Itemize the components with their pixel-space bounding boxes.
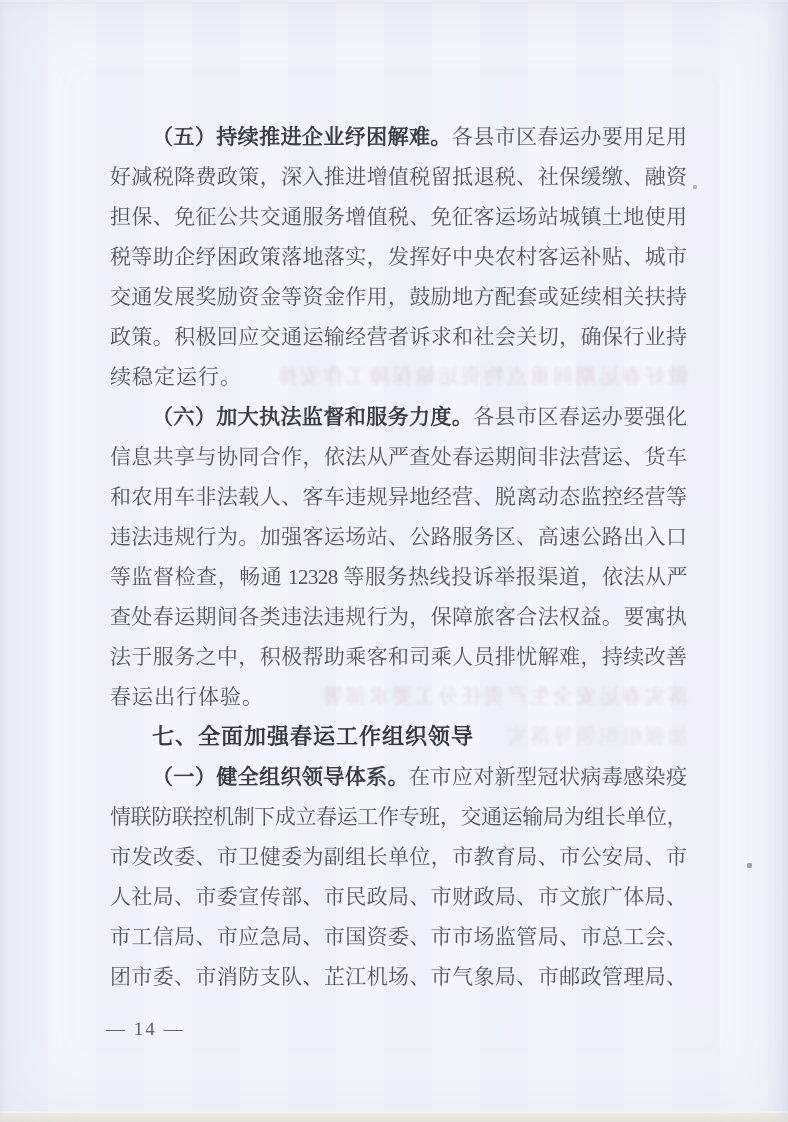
paragraph-6-lead-rest: 各县市区春运办要强化 [473,405,687,429]
paragraph-7-1-line: 人社局、市委宣传部、市民政局、市财政局、市文旅广体局、 [110,885,687,909]
paragraph-7-1-line: 情联防联控机制下成立春运工作专班，交通运输局为组长单位， [110,805,687,829]
paragraph-7-1-line: 市工信局、市应急局、市国资委、市市场监管局、市总工会、 [110,925,687,949]
paragraph-5-lead-rest: 各县市区春运办要用足用 [451,125,687,149]
paragraph-6-lead: （六）加大执法监督和服务力度。 [152,405,474,429]
paragraph-6-line: 信息共享与协同合作，依法从严查处春运期间非法营运、货车 [110,445,687,469]
paragraph-7-1-lead: （一）健全组织领导体系。 [152,765,409,789]
paragraph-7-1-line: 团市委、市消防支队、芷江机场、市气象局、市邮政管理局、 [110,965,687,989]
paragraph-5-line [110,117,687,157]
paragraph-5-lead: （五）持续推进企业纾困解难。 [152,125,452,149]
paragraph-7-1-lead-rest: 在市应对新型冠状病毒感染疫 [409,765,687,789]
paragraph-6-line: 违法违规行为。加强客运场站、公路服务区、高速公路出入口 [110,525,687,549]
scan-top-edge [0,0,788,2]
paragraph-7-1-line [110,757,687,797]
scan-speck [747,863,752,868]
document-body [110,117,687,997]
bleedthrough-smudge: 做好春运期间重点物资运输保障工作安排 [274,366,688,388]
bleedthrough-smudge: 加强组织领导落实 [504,726,688,748]
paragraph-6-line: 查处春运期间各类违法违规行为，保障旅客合法权益。要寓执 [110,605,687,629]
paragraph-5-line: 续稳定运行。 [110,365,242,389]
paragraph-6-line: 和农用车非法载人、客车违规异地经营、脱离动态监控经营等 [110,485,687,509]
scan-speck [693,185,697,189]
bleedthrough-smudge: 落实春运安全生产责任分工要求部署 [320,686,688,708]
paragraph-5-line: 交通发展奖励资金等资金作用，鼓励地方配套或延续相关扶持 [110,285,687,309]
paragraph-7-1-line: 市发改委、市卫健委为副组长单位，市教育局、市公安局、市 [110,845,687,869]
page-number: — 14 — [106,1019,185,1040]
scan-bottom-edge [0,1113,788,1122]
paragraph-5-line: 税等助企纾困政策落地落实，发挥好中央农村客运补贴、城市 [110,245,687,269]
paragraph-6-line [110,397,687,437]
section-heading-7: 七、全面加强春运工作组织领导 [152,724,475,749]
paragraph-5-line: 好减税降费政策，深入推进增值税留抵退税、社保缓缴、融资 [110,165,687,189]
paragraph-5-line: 担保、免征公共交通服务增值税、免征客运场站城镇土地使用 [110,205,687,229]
paragraph-5-line: 政策。积极回应交通运输经营者诉求和社会关切，确保行业持 [110,325,687,349]
paragraph-6-line: 法于服务之中，积极帮助乘客和司乘人员排忧解难，持续改善 [110,645,687,669]
paragraph-6-line: 等监督检查，畅通 12328 等服务热线投诉举报渠道，依法从严 [110,565,687,589]
paragraph-6-line: 春运出行体验。 [110,685,264,709]
